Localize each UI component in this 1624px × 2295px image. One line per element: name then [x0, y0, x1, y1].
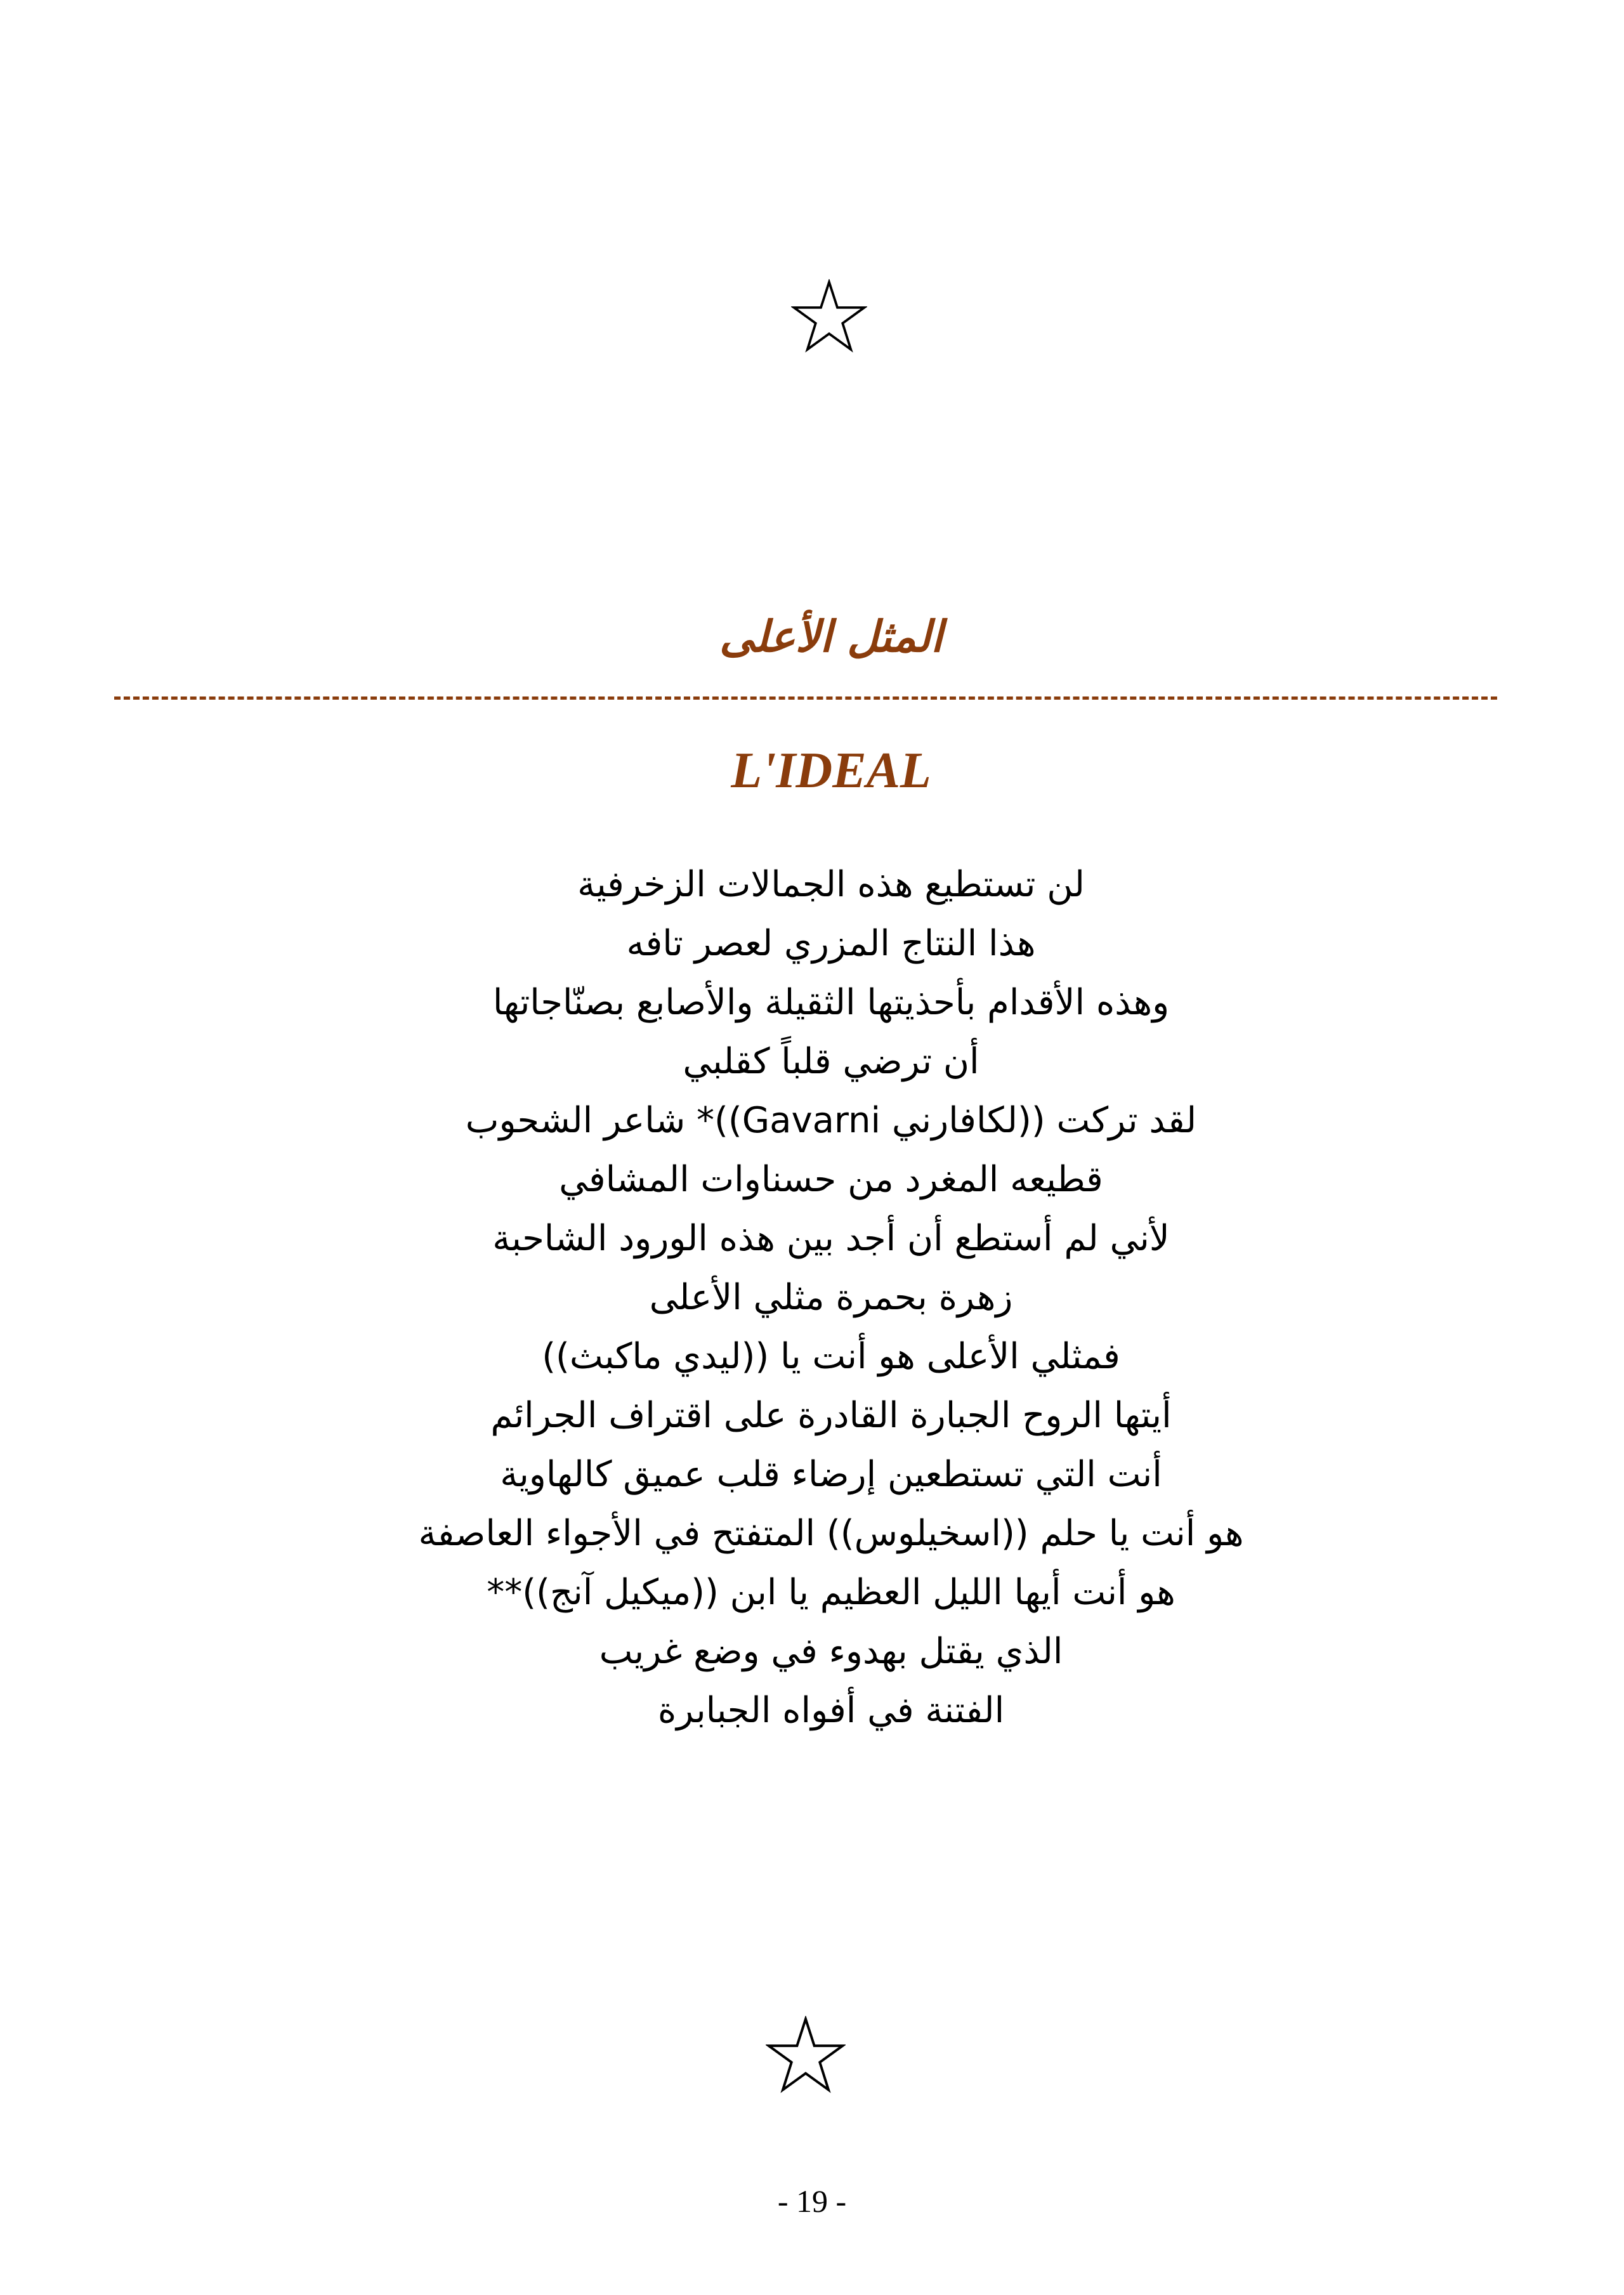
star-outline-icon [791, 279, 867, 354]
poem-line: أيتها الروح الجبارة القادرة على اقتراف الجرائم [490, 1395, 1172, 1436]
star-outline-icon [766, 2016, 846, 2095]
arabic-title: المثل الأعلى [719, 612, 943, 662]
poem-line: لقد تركت ((لكافارني Gavarni))* شاعر الشحوب [465, 1100, 1197, 1141]
poem-line: الفتنة في أفواه الجبابرة [657, 1690, 1005, 1731]
poem-line: أنت التي تستطعين إرضاء قلب عميق كالهاوية [500, 1454, 1162, 1495]
page-number: - 19 - [777, 2183, 847, 2219]
poem-line: الذي يقتل بهدوء في وضع غريب [599, 1631, 1063, 1672]
poem-line: لن تستطيع هذه الجمالات الزخرفية [577, 864, 1085, 905]
poem-line: هذا النتاج المزري لعصر تافه [626, 923, 1036, 964]
poem-line: فمثلي الأعلى هو أنت يا ((ليدي ماكبث)) [542, 1336, 1120, 1377]
poem-line: هو أنت أيها الليل العظيم يا ابن ((ميكيل آنج))** [487, 1572, 1175, 1613]
poem-line: لأني لم أستطع أن أجد بين هذه الورود الشاحبة [492, 1218, 1170, 1259]
poem-line: أن ترضي قلباً كقلبي [683, 1041, 979, 1082]
poem-line: قطيعه المغرد من حسناوات المشافي [559, 1159, 1103, 1200]
poem-body [0, 855, 1624, 1740]
dashed-divider [114, 696, 1497, 700]
poem-line: وهذه الأقدام بأحذيتها الثقيلة والأصابع بصنّاجاتها [492, 982, 1170, 1023]
french-title: L'IDEAL [731, 743, 931, 799]
poem-line: زهرة بحمرة مثلي الأعلى [649, 1277, 1013, 1318]
poem-line: هو أنت يا حلم ((اسخيلوس)) المتفتح في الأجواء العاصفة [418, 1513, 1244, 1554]
